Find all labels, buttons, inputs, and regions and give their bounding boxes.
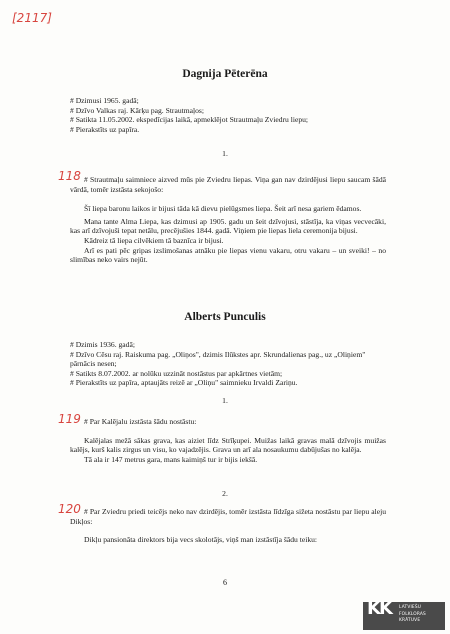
logo-k-icon: K — [379, 598, 393, 619]
item-number: 1. — [222, 149, 228, 158]
paragraph: Dikļu pansionāta direktors bija vecs skolotājs, viņš man izstāstīja šādu teiku: — [84, 535, 318, 545]
logo-k-icon: K — [367, 598, 381, 619]
logo-line: LATVIEŠU — [399, 605, 422, 610]
paragraph: Kalējalas mežā sākas grava, kas aiziet līdz Strīķupei. Muižas laikā gravas malā dzīvojis muižas kalējs, kurš kalis zirgus un visu, ko vajadzējis. Grava un arī ala nosaukumu dabūjušas no kalēja. — [70, 435, 386, 455]
meta-line: # Dzimis 1936. gadā; — [70, 340, 135, 349]
intro-paragraph: # Par Zviedru priedi teicējs neko nav dzirdējis, tomēr izstāsta līdzīga sižeta nostāstu par liepu aleju Dikļos: — [70, 507, 386, 526]
margin-number-120: 120 — [58, 502, 81, 516]
meta-line: # Dzīvo Cēsu raj. Raiskuma pag. „Oliņos", dzimis Ilūkstes apr. Skrundalienas pag., uz „Oliņiem" pārnācis nesen; — [70, 349, 366, 369]
logo-line: FOLKLORAS — [399, 611, 426, 617]
meta-line: # Satikts 8.07.2002. ar nolūku uzzināt nostāstus par apkārtnes vietām; — [70, 368, 283, 378]
meta-line: # Dzimusi 1965. gadā; — [70, 96, 139, 105]
section1-body — [70, 175, 386, 265]
section2-item1-body — [70, 417, 386, 464]
archive-logo — [363, 598, 445, 630]
paragraph: Šī liepa baronu laikos ir bijusi tāda kā dievu pielūgsmes liepa. Šeit arī nesa gariem ēdamos. — [84, 204, 362, 214]
section-title-2: Alberts Punculis — [184, 311, 266, 323]
meta-line: # Pierakstīts uz papīra. — [70, 124, 140, 134]
logo-line: KRĀTUVE — [399, 618, 421, 623]
margin-number-119: 119 — [58, 412, 81, 426]
section2-meta — [70, 340, 386, 388]
section-title-1: Dagnija Pēterēna — [182, 68, 268, 80]
meta-line: # Pierakstīts uz papīra, aptaujāts reizē ar „Oliņu" saimnieku Irvaldi Zariņu. — [70, 378, 298, 388]
section1-meta — [70, 96, 386, 134]
paragraph: Mana tante Alma Liepa, kas dzimusi ap 1905. gadu un šeit dzīvojusi, stāstīja, ka viņas vecvecāki, kas arī dzīvojuši tepat netālu, precējušies 1844. gadā. Viņiem pie liepas liela ceremonija bijusi. — [70, 216, 386, 236]
intro-paragraph: # Strautmaļu saimniece aizved mūs pie Zviedru liepas. Viņa gan nav dzirdējusi liepu saucam šādā vārdā, tomēr izstāsta sekojošo: — [70, 175, 386, 194]
section2-item2-body — [70, 507, 386, 545]
meta-line: # Satikta 11.05.2002. ekspedīcijas laikā, apmeklējot Strautmaļu Zviedru liepu; — [70, 115, 309, 125]
archive-number: [2117] — [12, 11, 52, 25]
meta-line: # Dzīvo Valkas raj. Kārķu pag. Strautmaļos; — [70, 105, 204, 115]
item-number: 1. — [222, 396, 228, 405]
logo-text — [399, 605, 443, 625]
paragraph: Kādreiz tā liepa cilvēkiem tā baznīca ir bijusi. — [84, 235, 224, 245]
paragraph: Arī es pati pēc gripas izslimošanas atnāku pie liepas vienu vakaru, otru vakaru – un sveiki! – no slimības neko vairs nejūt. — [70, 245, 386, 265]
paragraph: Tā ala ir 147 metrus gara, mans kaimiņš tur ir bijis iekšā. — [84, 454, 258, 464]
margin-number-118: 118 — [58, 169, 81, 183]
intro-paragraph: # Par Kalējalu izstāsta šādu nostāstu: — [84, 417, 197, 426]
item-number: 2. — [222, 489, 228, 498]
page-number: 6 — [223, 578, 227, 587]
